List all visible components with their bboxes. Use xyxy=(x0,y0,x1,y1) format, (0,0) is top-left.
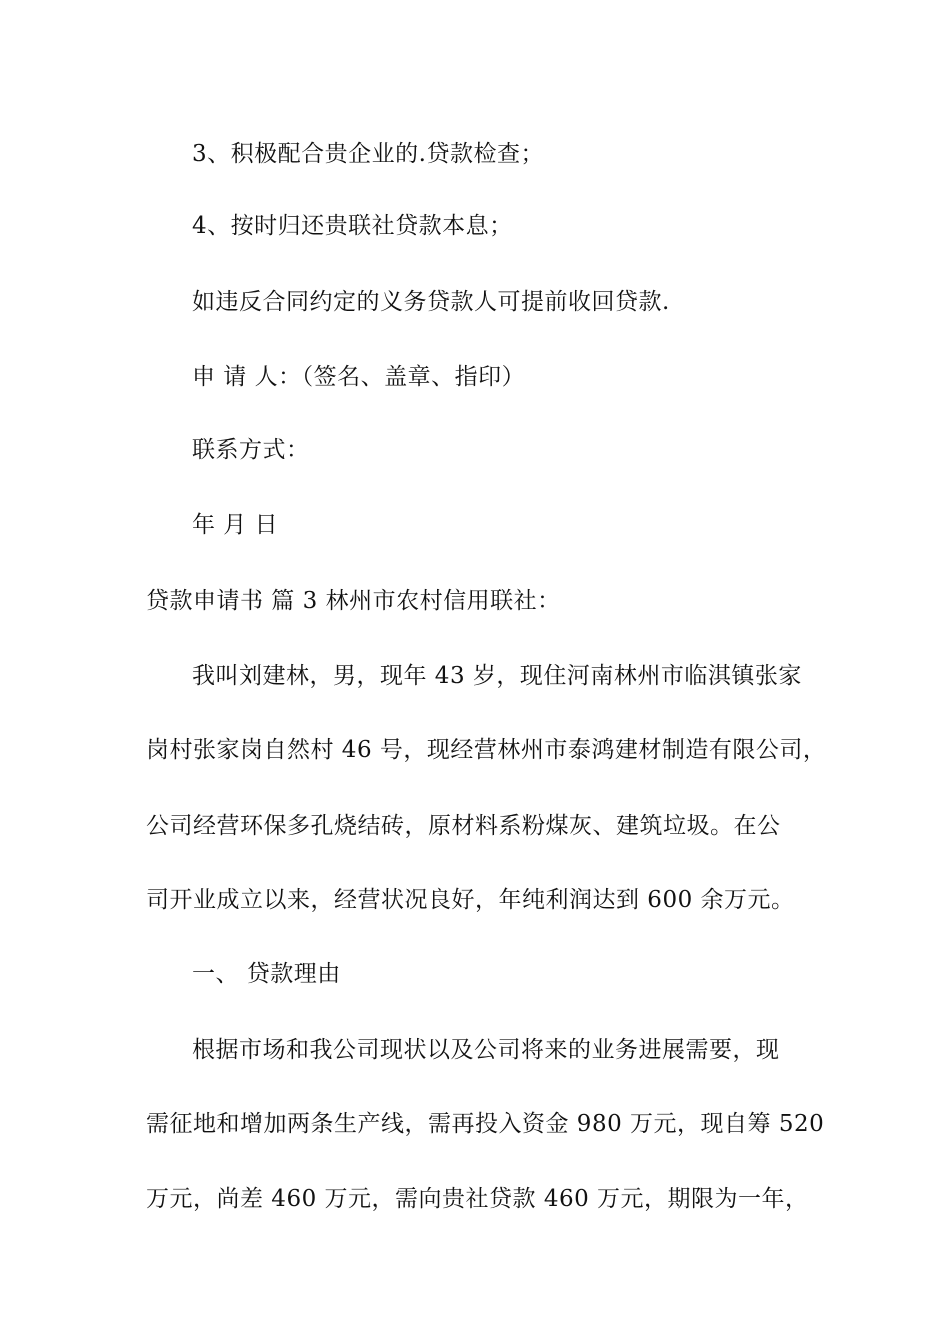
paragraph-line: 3、积极配合贵企业的.贷款检查； xyxy=(192,141,544,167)
paragraph-line: 根据市场和我公司现状以及公司将来的业务进展需要，现 xyxy=(192,1037,780,1063)
paragraph-line: 4、按时归还贵联社贷款本息； xyxy=(192,213,513,239)
paragraph-line: 如违反合同约定的义务贷款人可提前收回贷款. xyxy=(192,289,670,315)
paragraph-line: 岗村张家岗自然村 46 号，现经营林州市泰鸿建材制造有限公司， xyxy=(146,737,827,763)
paragraph-line: 万元，尚差 460 万元，需向贵社贷款 460 万元，期限为一年， xyxy=(146,1186,809,1212)
signature-line: 申 请 人：（签名、盖章、指印） xyxy=(192,364,526,390)
subsection-heading: 一、 贷款理由 xyxy=(192,961,341,987)
paragraph-line: 司开业成立以来，经营状况良好，年纯利润达到 600 余万元。 xyxy=(146,887,795,913)
paragraph-line: 需征地和增加两条生产线，需再投入资金 980 万元，现自筹 520 xyxy=(146,1111,825,1137)
section-heading: 贷款申请书 篇 3 林州市农村信用联社： xyxy=(146,588,561,614)
date-line: 年 月 日 xyxy=(192,512,279,538)
paragraph-line: 我叫刘建林，男，现年 43 岁，现住河南林州市临淇镇张家 xyxy=(192,663,802,689)
paragraph-line: 公司经营环保多孔烧结砖，原材料系粉煤灰、建筑垃圾。在公 xyxy=(146,813,781,839)
contact-line: 联系方式： xyxy=(192,437,310,463)
